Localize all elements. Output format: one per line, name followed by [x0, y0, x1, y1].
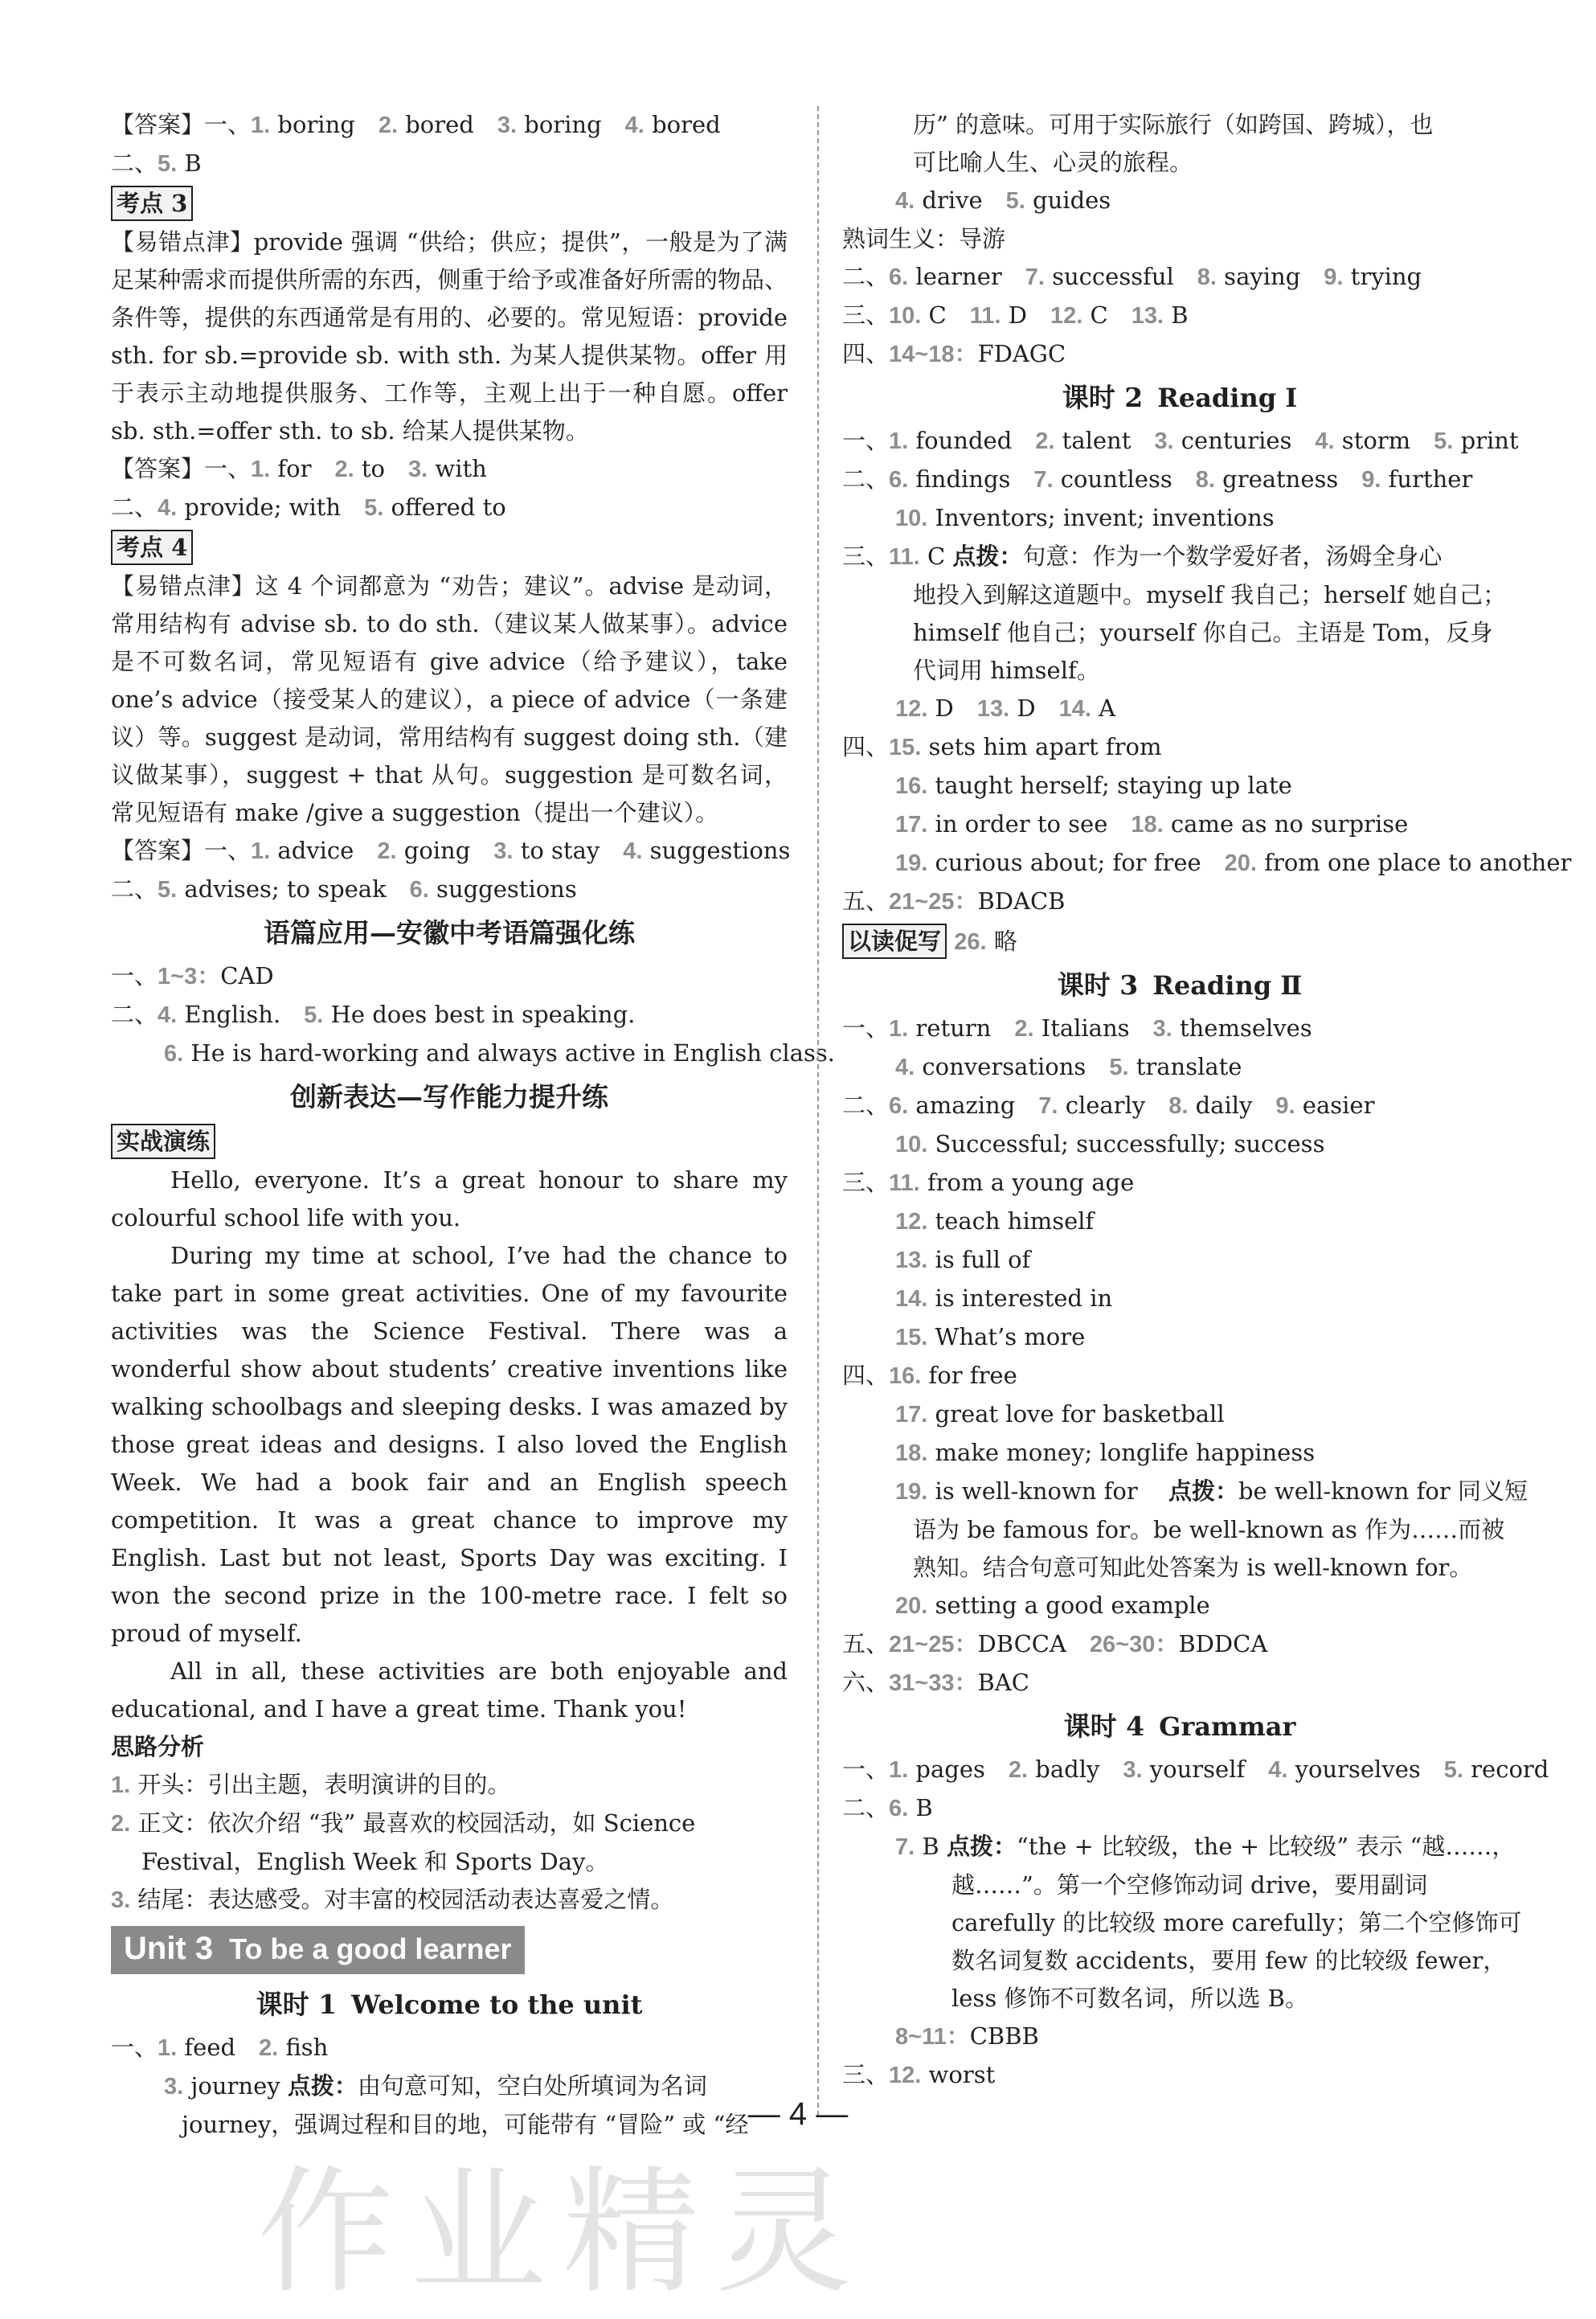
essay-paragraph: Hello, everyone. It’s a great honour to share my colourful school life with you.	[111, 1166, 788, 1231]
question-number: 3.	[1123, 1757, 1143, 1783]
answer-line: 越……”。第一个空修饰动词 drive，要用副词	[951, 1871, 1428, 1899]
answer-line: 一、1~3：CAD	[111, 962, 274, 989]
answer-line: 12. teach himself	[895, 1207, 1095, 1235]
lesson-heading	[842, 374, 1517, 422]
question-number: 4.	[1268, 1757, 1288, 1783]
question-number: 6.	[889, 1796, 909, 1821]
question-number: 13.	[895, 1248, 928, 1273]
question-number: 12.	[895, 1209, 928, 1235]
question-number: 8.	[1197, 264, 1217, 290]
lesson-heading	[111, 1981, 788, 2029]
answer-line: 二、5. advises; to speak 6. suggestions	[111, 875, 577, 903]
answer-line: 代词用 himself。	[913, 657, 1100, 684]
question-number: 16.	[895, 773, 928, 799]
answer-line: 4. drive 5. guides	[895, 186, 1111, 214]
question-number: 20.	[1224, 850, 1257, 876]
section-tag: 考点 4	[111, 530, 193, 565]
question-number: 3.	[408, 457, 428, 482]
lesson-heading	[842, 1702, 1517, 1751]
question-number: 19.	[895, 1479, 928, 1505]
question-number: 1.	[889, 1757, 909, 1783]
question-number: 10.	[889, 303, 922, 329]
question-number: 12.	[889, 2063, 922, 2088]
question-number: 1~3：	[158, 964, 221, 989]
lesson-title: Reading Ⅱ	[1152, 970, 1303, 1001]
question-number: 2.	[259, 2035, 279, 2061]
question-number: 9.	[1275, 1093, 1295, 1119]
analysis-line: 3. 结尾：表达感受。对丰富的校园活动表达喜爱之情。	[111, 1886, 674, 1913]
answer-line: 12. D 13. D 14. A	[895, 694, 1116, 722]
question-number: 1.	[889, 428, 909, 454]
question-number: 1.	[111, 1772, 131, 1798]
answer-line: 二、6. B	[842, 1794, 933, 1821]
question-number: 20.	[895, 1593, 928, 1619]
answer-line: 17. in order to see 18. came as no surprise	[895, 810, 1409, 838]
question-number: 2.	[378, 113, 399, 138]
answer-line: 19. is well-known for 点拨：be well-known for 同义短	[895, 1477, 1528, 1505]
answer-line: 一、1. return 2. Italians 3. themselves	[842, 1014, 1312, 1042]
answer-line: 五、21~25：BDACB	[842, 887, 1066, 915]
answer-line: himself 他自己；yourself 你自己。主语是 Tom，反身	[913, 619, 1493, 646]
question-number: 2.	[334, 457, 354, 482]
answer-line: 18. make money; longlife happiness	[895, 1439, 1316, 1466]
question-number: 14.	[1058, 696, 1091, 722]
question-number: 19.	[895, 850, 928, 876]
lesson-title: Welcome to the unit	[351, 1989, 643, 2020]
question-number: 6.	[889, 264, 909, 290]
question-number: 8~11：	[895, 2024, 970, 2050]
question-number: 5.	[364, 495, 384, 521]
question-number: 5.	[1109, 1055, 1129, 1080]
section-tag: 以读促写	[842, 924, 947, 959]
answer-line: 三、10. C 11. D 12. C 13. B	[842, 301, 1189, 329]
question-number: 4.	[623, 838, 643, 864]
question-number: 18.	[1131, 812, 1164, 838]
answer-line: 10. Inventors; invent; inventions	[895, 504, 1275, 531]
answer-line: 13. is full of	[895, 1246, 1031, 1273]
answer-line: 3. journey 点拨：由句意可知，空白处所填词为名词	[164, 2072, 707, 2100]
answer-line	[842, 921, 1517, 961]
answer-line: 五、21~25：DBCCA 26~30：BDDCA	[842, 1630, 1268, 1657]
question-number: 10.	[895, 1132, 928, 1157]
answer-line: 【答案】一、1. boring 2. bored 3. boring 4. bored	[111, 111, 721, 138]
lesson-label: 课时 1	[256, 1989, 338, 2020]
question-number: 1.	[158, 2035, 178, 2061]
answer-line: 数名词复数 accidents，要用 few 的比较级 fewer，	[951, 1947, 1507, 1974]
answer-line: 14. is interested in	[895, 1284, 1113, 1312]
question-number: 5.	[1434, 428, 1454, 454]
answer-line: 二、4. provide; with 5. offered to	[111, 494, 506, 521]
essay-paragraph: During my time at school, I’ve had the chance to take part in some great activities. One of my favourite activities was the Science Festival. There was a wonderful show about students’ creative inventions like walking schoolbags and sleeping desks. I was amazed by those great ideas and designs. I also loved the English Week. We had a book fair and an English speech competition. It was a great chance to improve my English. Last but not least, Sports Day was exciting. I won the second prize in the 100-metre race. I felt so proud of myself.	[111, 1242, 788, 1647]
question-number: 11.	[969, 303, 1001, 329]
question-number: 8.	[1195, 467, 1215, 493]
answer-line: 7. B 点拨：“the + 比较级，the + 比较级” 表示 “越……，	[895, 1833, 1516, 1860]
question-number: 5.	[158, 151, 178, 177]
question-number: 11.	[889, 1170, 920, 1196]
answer-line: 【答案】一、1. for 2. to 3. with	[111, 455, 487, 482]
question-number: 14~18：	[889, 342, 978, 367]
answer-line: 熟词生义：导游	[842, 225, 1006, 252]
question-number: 2.	[1008, 1757, 1029, 1783]
question-number: 26.	[954, 929, 987, 955]
answer-line: 二、6. findings 7. countless 8. greatness 9. further	[842, 465, 1473, 493]
answer-line: 地投入到解这道题中。myself 我自己；herself 她自己；	[913, 581, 1507, 608]
question-number: 6.	[889, 467, 909, 493]
question-number: 10.	[895, 506, 928, 531]
answer-line: journey，强调过程和目的地，可能带有 “冒险” 或 “经	[182, 2111, 749, 2138]
analysis-heading: 思路分析	[111, 1733, 205, 1760]
lesson-title: Grammar	[1159, 1711, 1296, 1742]
answer-line: 四、16. for free	[842, 1362, 1017, 1389]
question-number: 2.	[1014, 1016, 1034, 1042]
right-column	[842, 106, 1572, 2095]
answer-line: 二、5. B	[111, 150, 202, 177]
question-number: 4.	[1315, 428, 1335, 454]
question-number: 3.	[1152, 1016, 1172, 1042]
answer-line: 19. curious about; for free 20. from one place to another	[895, 849, 1572, 876]
watermark: 作业精灵	[257, 2153, 869, 2313]
question-number: 3.	[111, 1887, 131, 1913]
question-number: 7.	[1033, 467, 1054, 493]
left-column	[111, 106, 835, 2144]
answer-line: 二、4. English. 5. He does best in speaking.	[111, 1001, 636, 1028]
question-number: 11.	[889, 544, 920, 570]
analysis-line: 2. 正文：依次介绍 “我” 最喜欢的校园活动，如 Science	[111, 1809, 696, 1837]
answer-line: 可比喻人生、心灵的旅程。	[913, 149, 1193, 176]
answer-line: 六、31~33：BAC	[842, 1669, 1029, 1696]
question-number: 2.	[1035, 428, 1055, 454]
question-number: 4.	[895, 1055, 915, 1080]
answer-line: 一、1. founded 2. talent 3. centuries 4. storm 5. print	[842, 427, 1519, 454]
question-number: 12.	[1050, 303, 1083, 329]
question-number: 13.	[1131, 303, 1164, 329]
question-number: 3.	[164, 2074, 184, 2100]
essay-paragraph: All in all, these activities are both enjoyable and educational, and I have a great time. Thank you!	[111, 1657, 788, 1723]
section-heading: 语篇应用—安徽中考语篇强化练	[264, 917, 635, 948]
answer-line: 15. What’s more	[895, 1323, 1086, 1350]
column-divider	[817, 106, 819, 2116]
question-number: 21~25：	[889, 889, 978, 915]
explanation-paragraph: 【易错点津】provide 强调 “供给；供应；提供”，一般是为了满足某种需求而提供所需的东西，侧重于给予或准备好所需的物品、条件等，提供的东西通常是有用的、必要的。常见短语：provide sth. for sb.=provide sb. with sth. 为某人提供某物。offer 用于表示主动地提供服务、工作等，主观上出于一种自愿。offer sb. sth.=offer sth. to sb. 给某人提供某物。	[111, 228, 788, 445]
question-number: 14.	[895, 1286, 928, 1312]
question-number: 2.	[377, 838, 397, 864]
lesson-title: Reading Ⅰ	[1157, 383, 1298, 413]
answer-line: 17. great love for basketball	[895, 1400, 1225, 1428]
hint-label: 点拨：	[287, 2072, 358, 2100]
lesson-heading	[842, 961, 1517, 1010]
question-number: 12.	[895, 696, 928, 722]
question-number: 13.	[976, 696, 1010, 722]
question-number: 21~25：	[889, 1632, 978, 1657]
lesson-label: 课时 2	[1062, 382, 1144, 413]
section-heading: 创新表达—写作能力提升练	[290, 1081, 608, 1112]
question-number: 1.	[251, 113, 271, 138]
question-number: 4.	[624, 113, 645, 138]
answer-line: 三、12. worst	[842, 2061, 996, 2088]
section-tag: 考点 3	[111, 186, 193, 221]
question-number: 5.	[158, 877, 178, 903]
answer-line: 6. He is hard-working and always active in English class.	[164, 1039, 835, 1067]
answer-line: 【答案】一、1. advice 2. going 3. to stay 4. suggestions	[111, 837, 791, 864]
hint-label: 点拨：	[1168, 1477, 1238, 1505]
answer-line: 四、14~18：FDAGC	[842, 340, 1066, 367]
question-number: 3.	[497, 113, 518, 138]
analysis-line: 1. 开头：引出主题，表明演讲的目的。	[111, 1771, 511, 1798]
question-number: 26~30：	[1089, 1632, 1179, 1657]
analysis-line: Festival，English Week 和 Sports Day。	[141, 1848, 609, 1875]
answer-line: carefully 的比较级 more carefully；第二个空修饰可	[951, 1909, 1522, 1936]
answer-line: less 修饰不可数名词，所以选 B。	[951, 1985, 1308, 2012]
question-number: 5.	[304, 1002, 324, 1028]
answer-line: 8~11：CBBB	[895, 2022, 1039, 2050]
question-number: 9.	[1324, 264, 1344, 290]
unit-title: To be a good learner	[229, 1932, 512, 1965]
question-number: 6.	[164, 1041, 184, 1067]
question-number: 1.	[889, 1016, 909, 1042]
section-tag: 实战演练	[111, 1124, 215, 1159]
question-number: 17.	[895, 1402, 928, 1428]
answer-line: 10. Successful; successfully; success	[895, 1130, 1325, 1157]
question-number: 6.	[409, 877, 429, 903]
question-number: 4.	[158, 495, 178, 521]
answer-line: 16. taught herself; staying up late	[895, 772, 1292, 799]
answer-line: 三、11. C 点拨：句意：作为一个数学爱好者，汤姆全身心	[842, 543, 1443, 570]
question-number: 31~33：	[889, 1670, 978, 1696]
question-number: 7.	[1025, 264, 1045, 290]
question-number: 4.	[158, 1002, 178, 1028]
answer-line: 20. setting a good example	[895, 1592, 1210, 1619]
page-number: — 4 —	[747, 2096, 849, 2132]
answer-line: 三、11. from a young age	[842, 1169, 1135, 1196]
explanation-paragraph: 【易错点津】这 4 个词都意为 “劝告；建议”。advise 是动词，常用结构有 advise sb. to do sth.（建议某人做某事）。advice 是不可数名词，常见短语有 give advice（给予建议），take one’s advice（接受某人的建议），a piece of advice（一条建议）等。suggest 是动词，常用结构有 suggest doing sth.（建议做某事），suggest + that 从句。suggestion 是可数名词，常见短语有 make /give a suggestion（提出一个建议）。	[111, 572, 788, 826]
hint-label: 点拨：	[946, 1833, 1017, 1860]
answer-line: 历” 的意味。可用于实际旅行（如跨国、跨城），也	[913, 111, 1434, 138]
question-number: 16.	[889, 1363, 922, 1389]
answer-line: 二、6. learner 7. successful 8. saying 9. trying	[842, 263, 1422, 290]
question-number: 15.	[895, 1325, 928, 1350]
answer-line: 四、15. sets him apart from	[842, 733, 1162, 760]
answer-line: 二、6. amazing 7. clearly 8. daily 9. easier	[842, 1092, 1375, 1119]
question-number: 6.	[889, 1093, 909, 1119]
answer-line: 一、1. feed 2. fish	[111, 2034, 329, 2061]
question-number: 3.	[493, 838, 514, 864]
question-number: 18.	[895, 1440, 928, 1466]
answer-line: 语为 be famous for。be well-known as 作为……而被	[913, 1516, 1505, 1543]
answer-line: 熟知。结合句意可知此处答案为 is well-known for。	[913, 1554, 1473, 1581]
question-number: 5.	[1443, 1757, 1463, 1783]
lesson-label: 课时 4	[1063, 1711, 1145, 1742]
question-number: 7.	[895, 1834, 915, 1860]
lesson-label: 课时 3	[1057, 969, 1139, 1001]
unit-number: Unit 3	[124, 1931, 214, 1966]
question-number: 7.	[1038, 1093, 1058, 1119]
answer-line: 4. conversations 5. translate	[895, 1053, 1242, 1080]
answer-text: 26. 略	[954, 928, 1017, 955]
hint-label: 点拨：	[952, 543, 1023, 570]
unit-banner	[111, 1926, 525, 1974]
question-number: 4.	[895, 188, 915, 214]
question-number: 2.	[111, 1811, 131, 1837]
question-number: 1.	[251, 457, 271, 482]
question-number: 5.	[1005, 188, 1025, 214]
question-number: 1.	[251, 838, 271, 864]
answer-line: 一、1. pages 2. badly 3. yourself 4. yourselves 5. record	[842, 1756, 1549, 1783]
question-number: 17.	[895, 812, 928, 838]
question-number: 9.	[1361, 467, 1381, 493]
question-number: 3.	[1154, 428, 1174, 454]
question-number: 15.	[889, 735, 922, 760]
question-number: 8.	[1168, 1093, 1189, 1119]
